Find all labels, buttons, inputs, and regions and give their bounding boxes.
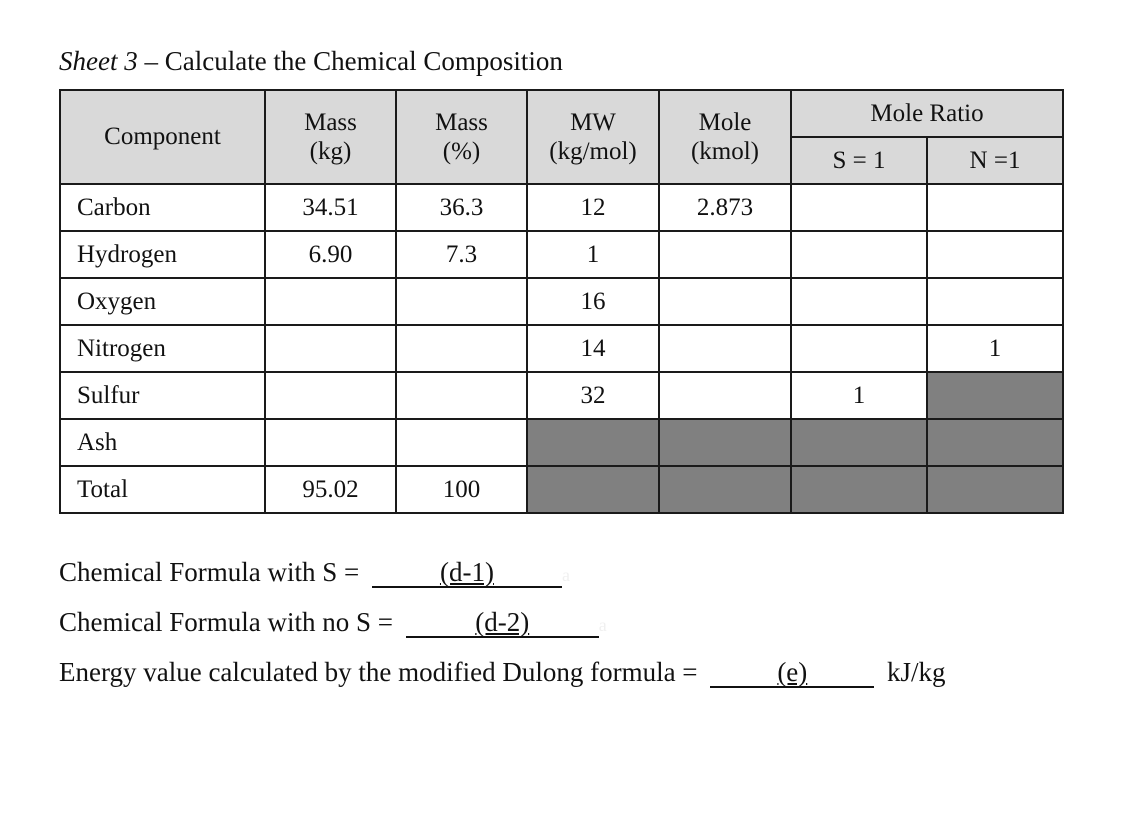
formula-no-s-line [59,605,607,639]
cell-mass-pct[interactable] [396,278,527,325]
table-row [60,278,1063,325]
formula-no-s-blank[interactable]: (d-2) [406,608,599,638]
row-name: Total [60,466,265,513]
header-mass-kg: Mass (kg) [265,90,396,184]
formula-with-s-label: Chemical Formula with S = [59,557,360,587]
header-n1: N =1 [927,137,1063,184]
cell-mw[interactable]: 32 [527,372,659,419]
header-component: Component [60,90,265,184]
cell-mole[interactable]: 2.873 [659,184,791,231]
cell-mass-kg[interactable]: 6.90 [265,231,396,278]
cell-mw[interactable]: 16 [527,278,659,325]
shaded-cell [927,466,1063,513]
row-name: Carbon [60,184,265,231]
cell-mass-kg[interactable] [265,372,396,419]
cell-n1[interactable] [927,231,1063,278]
ghost-mark: a [561,565,570,585]
sheet-title-text: – Calculate the Chemical Composition [137,46,563,76]
cell-s1[interactable] [791,278,927,325]
cell-s1[interactable]: 1 [791,372,927,419]
cell-mw[interactable]: 12 [527,184,659,231]
ghost-mark: a [598,615,607,635]
cell-mole[interactable] [659,278,791,325]
shaded-cell [659,466,791,513]
cell-mw[interactable]: 1 [527,231,659,278]
cell-mole[interactable] [659,231,791,278]
header-mole-ratio: Mole Ratio [791,90,1063,137]
cell-mass-pct[interactable] [396,372,527,419]
row-name: Ash [60,419,265,466]
shaded-cell [791,466,927,513]
cell-mass-pct[interactable]: 7.3 [396,231,527,278]
cell-s1[interactable] [791,325,927,372]
header-mole: Mole (kmol) [659,90,791,184]
energy-unit: kJ/kg [887,657,946,687]
row-name: Nitrogen [60,325,265,372]
table-row [60,184,1063,231]
row-name: Sulfur [60,372,265,419]
composition-table [59,89,1064,514]
energy-blank[interactable]: (e) [710,658,874,688]
table-row [60,325,1063,372]
cell-mole[interactable] [659,372,791,419]
cell-mass-pct[interactable] [396,325,527,372]
cell-mass-pct[interactable] [396,419,527,466]
header-mw: MW (kg/mol) [527,90,659,184]
cell-n1[interactable]: 1 [927,325,1063,372]
cell-n1[interactable] [927,278,1063,325]
cell-mass-pct[interactable]: 100 [396,466,527,513]
header-mass-pct: Mass (%) [396,90,527,184]
formula-no-s-label: Chemical Formula with no S = [59,607,393,637]
table-row [60,419,1063,466]
shaded-cell [927,419,1063,466]
cell-n1[interactable] [927,184,1063,231]
cell-mass-kg[interactable]: 95.02 [265,466,396,513]
table-row-total [60,466,1063,513]
row-name: Oxygen [60,278,265,325]
shaded-cell [659,419,791,466]
sheet-title-label: Sheet 3 [59,46,138,76]
table-row [60,372,1063,419]
row-name: Hydrogen [60,231,265,278]
table-row [60,231,1063,278]
formula-with-s-line [59,555,570,589]
cell-mass-kg[interactable] [265,325,396,372]
cell-mw[interactable]: 14 [527,325,659,372]
sheet-title [59,44,563,78]
header-s1: S = 1 [791,137,927,184]
shaded-cell [527,419,659,466]
shaded-cell [927,372,1063,419]
shaded-cell [527,466,659,513]
cell-mole[interactable] [659,325,791,372]
cell-mass-kg[interactable] [265,278,396,325]
cell-s1[interactable] [791,231,927,278]
cell-mass-kg[interactable] [265,419,396,466]
energy-label: Energy value calculated by the modified Dulong formula = [59,657,698,687]
energy-line [59,655,946,689]
cell-s1[interactable] [791,184,927,231]
cell-mass-pct[interactable]: 36.3 [396,184,527,231]
formula-with-s-blank[interactable]: (d-1) [372,558,562,588]
shaded-cell [791,419,927,466]
cell-mass-kg[interactable]: 34.51 [265,184,396,231]
